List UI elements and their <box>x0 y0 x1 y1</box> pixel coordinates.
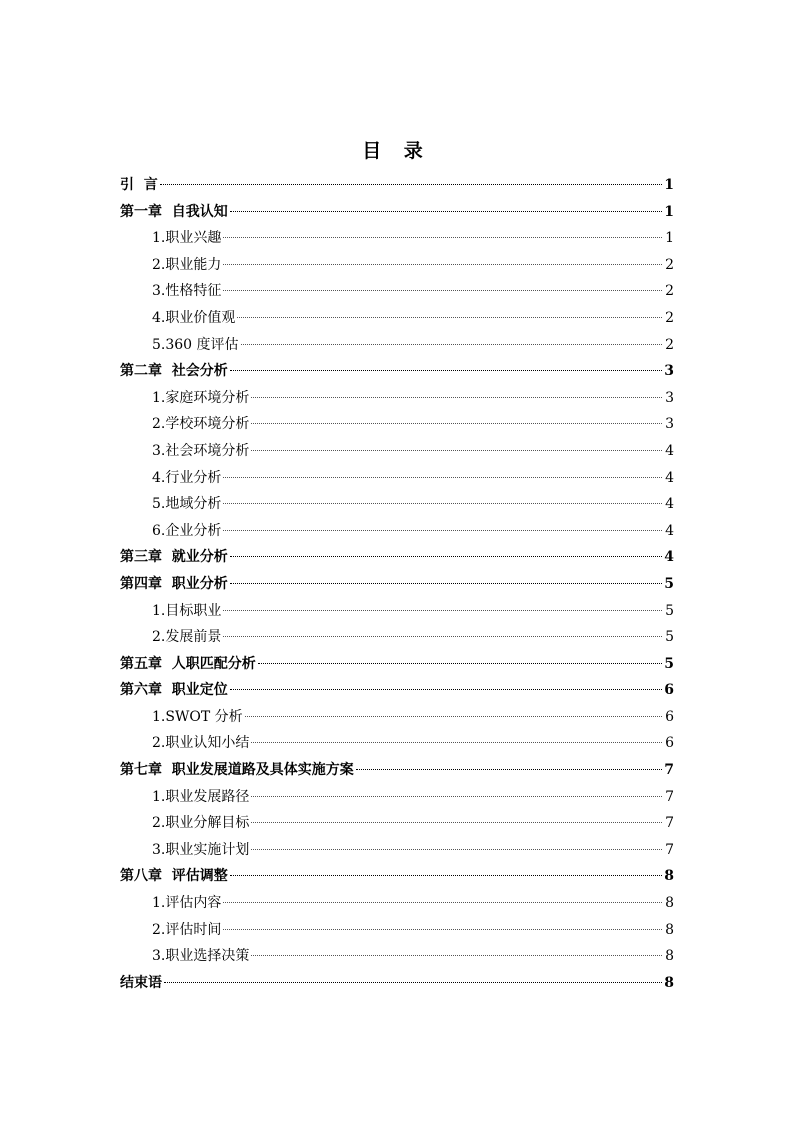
toc-section-entry[interactable] <box>120 225 674 252</box>
toc-entry-label: 2.发展前景 <box>152 629 222 646</box>
toc-chapter-entry[interactable] <box>120 677 674 704</box>
toc-section-entry[interactable] <box>120 704 674 731</box>
toc-page-number: 1 <box>664 203 674 220</box>
toc-section-entry[interactable] <box>120 305 674 332</box>
dot-leader <box>230 370 662 371</box>
dot-leader <box>223 477 662 478</box>
toc-section-entry[interactable] <box>120 411 674 438</box>
toc-page-number: 4 <box>665 442 674 459</box>
toc-entry-label: 2.职业能力 <box>152 256 222 273</box>
toc-section-entry[interactable] <box>120 598 674 625</box>
toc-entry-label: 5.360 度评估 <box>152 336 239 353</box>
toc-page-number: 3 <box>665 416 674 433</box>
toc-entry-label: 第二章 社会分析 <box>120 363 228 380</box>
toc-section-entry[interactable] <box>120 385 674 412</box>
toc-entry-label: 1.SWOT 分析 <box>152 708 243 725</box>
toc-page-number: 5 <box>665 629 674 646</box>
dot-leader <box>251 796 662 797</box>
table-of-contents <box>120 172 674 996</box>
toc-page-number: 4 <box>665 496 674 513</box>
toc-entry-label: 1.职业兴趣 <box>152 230 222 247</box>
toc-section-entry[interactable] <box>120 332 674 359</box>
dot-leader <box>223 264 662 265</box>
toc-entry-label: 2.职业分解目标 <box>152 815 250 832</box>
toc-page-number: 8 <box>665 895 674 912</box>
toc-entry-label: 3.性格特征 <box>152 283 222 300</box>
toc-entry-label: 4.行业分析 <box>152 469 222 486</box>
dot-leader <box>356 769 662 770</box>
toc-page-number: 8 <box>665 948 674 965</box>
toc-entry-label: 2.职业认知小结 <box>152 735 250 752</box>
dot-leader <box>251 423 662 424</box>
toc-entry-label: 第五章 人职匹配分析 <box>120 655 256 672</box>
toc-section-entry[interactable] <box>120 730 674 757</box>
toc-page-number: 2 <box>665 336 674 353</box>
toc-entry-label: 引 言 <box>120 177 158 193</box>
toc-page-number: 6 <box>665 708 674 725</box>
toc-entry-label: 第八章 评估调整 <box>120 868 228 885</box>
toc-chapter-entry[interactable] <box>120 651 674 678</box>
toc-page-number: 7 <box>665 788 674 805</box>
toc-page-number: 5 <box>665 602 674 619</box>
dot-leader <box>237 317 662 318</box>
toc-page-number: 1 <box>665 230 674 247</box>
dot-leader <box>223 237 662 238</box>
toc-chapter-entry[interactable] <box>120 172 674 199</box>
toc-entry-label: 第六章 职业定位 <box>120 682 228 699</box>
toc-section-entry[interactable] <box>120 890 674 917</box>
toc-chapter-entry[interactable] <box>120 863 674 890</box>
dot-leader <box>223 530 662 531</box>
toc-entry-label: 第一章 自我认知 <box>120 203 228 220</box>
toc-page-number: 4 <box>664 549 674 566</box>
dot-leader <box>223 636 662 637</box>
dot-leader <box>230 556 662 557</box>
toc-page-number: 7 <box>665 841 674 858</box>
toc-entry-label: 3.职业实施计划 <box>152 841 250 858</box>
toc-page-number: 3 <box>664 363 674 380</box>
toc-entry-label: 3.职业选择决策 <box>152 948 250 965</box>
toc-entry-label: 结束语 <box>120 974 162 991</box>
toc-entry-label: 6.企业分析 <box>152 522 222 539</box>
toc-page-number: 1 <box>664 177 674 193</box>
toc-section-entry[interactable] <box>120 784 674 811</box>
toc-page-number: 2 <box>665 309 674 326</box>
toc-page-number: 8 <box>664 974 674 991</box>
toc-entry-label: 第四章 职业分析 <box>120 575 228 592</box>
toc-page-number: 8 <box>664 868 674 885</box>
toc-section-entry[interactable] <box>120 491 674 518</box>
dot-leader <box>223 290 662 291</box>
toc-page-number: 3 <box>665 389 674 406</box>
dot-leader <box>223 929 662 930</box>
toc-chapter-entry[interactable] <box>120 358 674 385</box>
toc-page-number: 2 <box>665 283 674 300</box>
dot-leader <box>251 822 662 823</box>
toc-page-number: 4 <box>665 522 674 539</box>
toc-chapter-entry[interactable] <box>120 571 674 598</box>
toc-chapter-entry[interactable] <box>120 199 674 226</box>
toc-entry-label: 1.目标职业 <box>152 602 222 619</box>
toc-section-entry[interactable] <box>120 837 674 864</box>
dot-leader <box>245 716 662 717</box>
dot-leader <box>251 955 662 956</box>
toc-section-entry[interactable] <box>120 465 674 492</box>
toc-section-entry[interactable] <box>120 943 674 970</box>
toc-entry-label: 3.社会环境分析 <box>152 442 250 459</box>
toc-section-entry[interactable] <box>120 438 674 465</box>
dot-leader <box>241 344 662 345</box>
dot-leader <box>164 982 662 983</box>
dot-leader <box>258 663 662 664</box>
toc-entry-label: 1.家庭环境分析 <box>152 389 250 406</box>
dot-leader <box>251 849 662 850</box>
dot-leader <box>230 689 662 690</box>
toc-chapter-entry[interactable] <box>120 544 674 571</box>
dot-leader <box>223 503 662 504</box>
dot-leader <box>230 875 662 876</box>
toc-section-entry[interactable] <box>120 917 674 944</box>
toc-entry-label: 1.职业发展路径 <box>152 788 250 805</box>
toc-page-number: 2 <box>665 256 674 273</box>
toc-section-entry[interactable] <box>120 252 674 279</box>
toc-entry-label: 第三章 就业分析 <box>120 549 228 566</box>
dot-leader <box>251 450 662 451</box>
dot-leader <box>251 397 662 398</box>
dot-leader <box>160 184 662 185</box>
toc-page-number: 7 <box>665 815 674 832</box>
toc-page-number: 7 <box>664 762 674 779</box>
toc-entry-label: 第七章 职业发展道路及具体实施方案 <box>120 762 354 779</box>
toc-page-number: 6 <box>665 735 674 752</box>
toc-section-entry[interactable] <box>120 278 674 305</box>
toc-entry-label: 1.评估内容 <box>152 895 222 912</box>
toc-chapter-entry[interactable] <box>120 970 674 997</box>
toc-section-entry[interactable] <box>120 624 674 651</box>
toc-page-number: 6 <box>664 682 674 699</box>
toc-page-number: 5 <box>664 575 674 592</box>
dot-leader <box>223 902 662 903</box>
dot-leader <box>223 610 662 611</box>
toc-entry-label: 2.学校环境分析 <box>152 416 250 433</box>
toc-title: 目 录 <box>362 140 431 162</box>
toc-page-number: 8 <box>665 921 674 938</box>
toc-section-entry[interactable] <box>120 518 674 545</box>
toc-page-number: 5 <box>664 655 674 672</box>
toc-page-number: 4 <box>665 469 674 486</box>
toc-section-entry[interactable] <box>120 810 674 837</box>
toc-entry-label: 5.地域分析 <box>152 496 222 513</box>
toc-entry-label: 4.职业价值观 <box>152 309 236 326</box>
toc-entry-label: 2.评估时间 <box>152 921 222 938</box>
dot-leader <box>230 211 662 212</box>
toc-chapter-entry[interactable] <box>120 757 674 784</box>
dot-leader <box>251 742 662 743</box>
dot-leader <box>230 583 662 584</box>
